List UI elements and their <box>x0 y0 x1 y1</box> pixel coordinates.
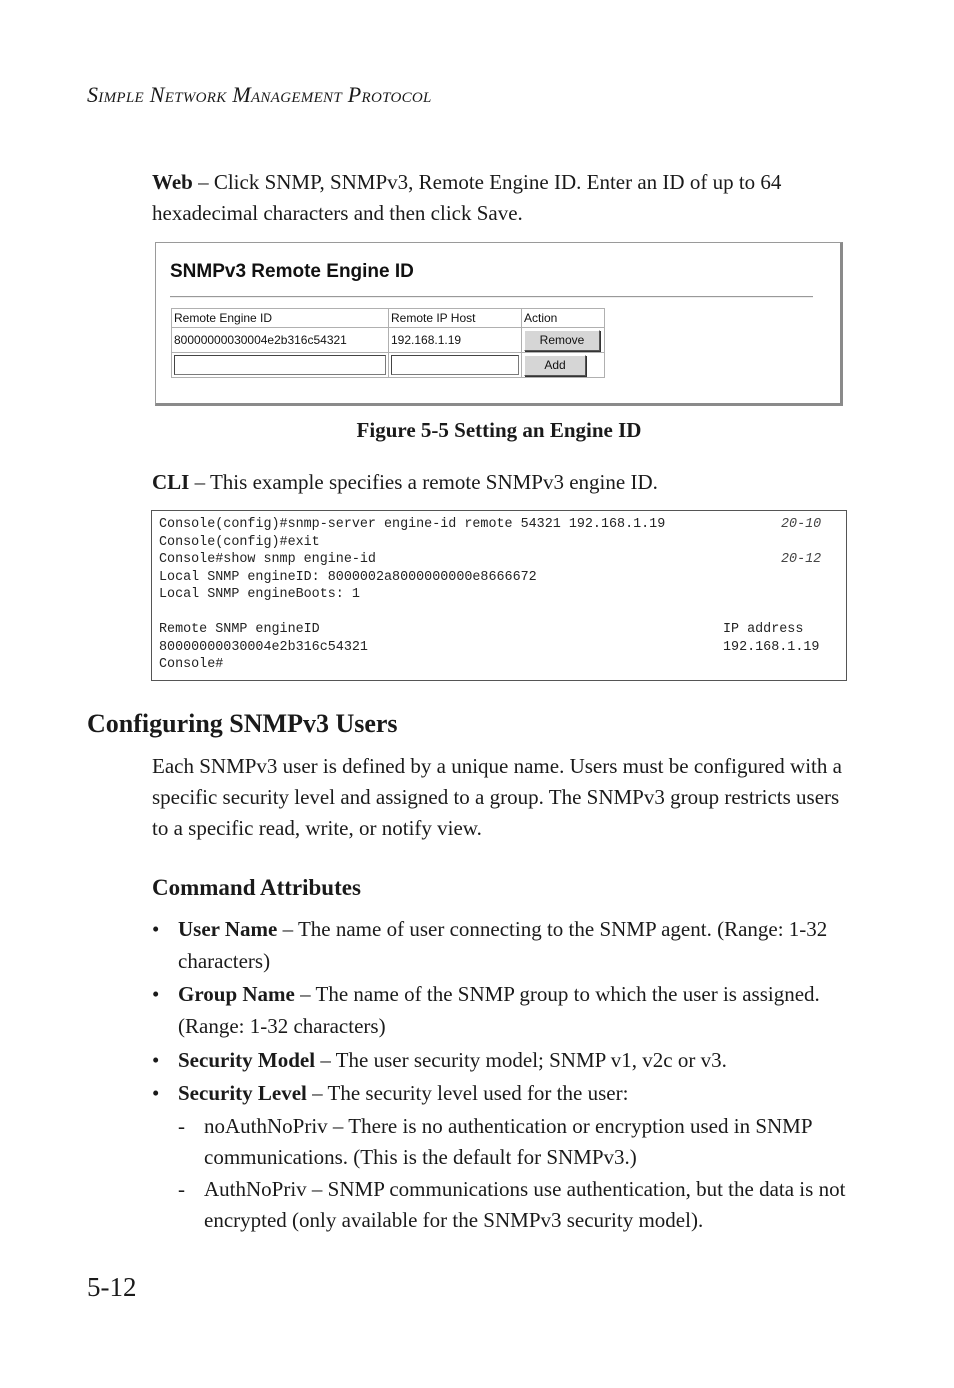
section-heading: Configuring SNMPv3 Users <box>87 709 398 738</box>
figure-divider <box>170 296 813 298</box>
code-ip-value: 192.168.1.19 <box>723 640 820 655</box>
page-number: 5-12 <box>87 1272 137 1302</box>
code-line: Console(config)#snmp-server engine-id remote 54321 192.168.1.19 <box>159 517 666 532</box>
bullet-security-level <box>178 1077 858 1109</box>
web-paragraph <box>152 167 852 229</box>
subheading: Command Attributes <box>152 875 361 900</box>
bullet-text: – The name of user connecting to the SNMP agent. (Range: 1-32 characters) <box>178 917 828 973</box>
code-line: 80000000030004e2b316c54321 <box>159 640 368 655</box>
code-reference: 20-10 <box>781 517 822 532</box>
code-line: Console#show snmp engine-id <box>159 552 376 567</box>
sub-bullet-authnopriv: AuthNoPriv – SNMP communications use authentication, but the data is not encrypted (only available for the SNMPv3 security model). <box>204 1177 846 1232</box>
bullet-term: Security Model <box>178 1048 316 1072</box>
code-reference: 20-12 <box>781 552 822 567</box>
bullet-term: User Name <box>178 917 278 941</box>
code-line: Local SNMP engineBoots: 1 <box>159 587 360 602</box>
bullet-marker: • <box>152 982 160 1006</box>
bullet-text: – The security level used for the user: <box>306 1081 629 1105</box>
cell-ip-host: 192.168.1.19 <box>389 328 522 353</box>
figure-caption: Figure 5-5 Setting an Engine ID <box>356 418 642 442</box>
bullet-term: Group Name <box>178 982 295 1006</box>
engine-id-input[interactable] <box>174 355 386 375</box>
cli-paragraph <box>152 467 852 498</box>
sub-bullet-noauthnopriv: noAuthNoPriv – There is no authentication or encryption used in SNMP communications. (This is the default for SNMPv3.) <box>204 1114 812 1169</box>
running-head: Simple Network Management Protocol <box>87 82 432 107</box>
table-input-row <box>172 353 605 378</box>
code-line: Console(config)#exit <box>159 535 320 550</box>
bullet-group-name <box>178 978 858 1042</box>
header-remote-engine-id: Remote Engine ID <box>172 309 389 328</box>
code-line: Remote SNMP engineID <box>159 622 320 637</box>
code-ip-header: IP address <box>723 622 804 637</box>
remove-button[interactable]: Remove <box>524 330 600 351</box>
table-header-row <box>172 309 605 328</box>
bullet-user-name <box>178 913 858 977</box>
bullet-text: – The name of the SNMP group to which the user is assigned. (Range: 1-32 characters) <box>178 982 820 1038</box>
web-label: Web <box>152 170 193 194</box>
code-line: Local SNMP engineID: 8000002a8000000000e8666672 <box>159 570 537 585</box>
bullet-text: – The user security model; SNMP v1, v2c or v3. <box>315 1048 727 1072</box>
code-line: Console# <box>159 657 224 672</box>
dash-marker: - <box>178 1177 185 1201</box>
bullet-security-model <box>178 1044 858 1076</box>
bullet-marker: • <box>152 1048 160 1072</box>
cell-engine-id: 80000000030004e2b316c54321 <box>172 328 389 353</box>
cli-code-block <box>151 510 847 681</box>
cli-label: CLI <box>152 470 190 494</box>
dash-marker: - <box>178 1114 185 1138</box>
engine-id-table <box>171 308 605 378</box>
cli-text: – This example specifies a remote SNMPv3 engine ID. <box>189 470 658 494</box>
bullet-marker: • <box>152 917 160 941</box>
header-remote-ip-host: Remote IP Host <box>389 309 522 328</box>
header-action: Action <box>522 309 605 328</box>
figure-title: SNMPv3 Remote Engine ID <box>170 261 414 282</box>
bullet-marker: • <box>152 1081 160 1105</box>
bullet-term: Security Level <box>178 1081 307 1105</box>
web-text: – Click SNMP, SNMPv3, Remote Engine ID. Enter an ID of up to 64 hexadecimal characters and then click Save. <box>152 170 782 225</box>
engine-id-figure <box>155 242 843 406</box>
ip-host-input[interactable] <box>391 355 519 375</box>
table-row <box>172 328 605 353</box>
add-button[interactable]: Add <box>524 355 586 376</box>
section-body: Each SNMPv3 user is defined by a unique name. Users must be configured with a specific security level and assigned to a group. The SNMPv3 group restricts users to a specific read, write, or notify view. <box>152 754 842 840</box>
